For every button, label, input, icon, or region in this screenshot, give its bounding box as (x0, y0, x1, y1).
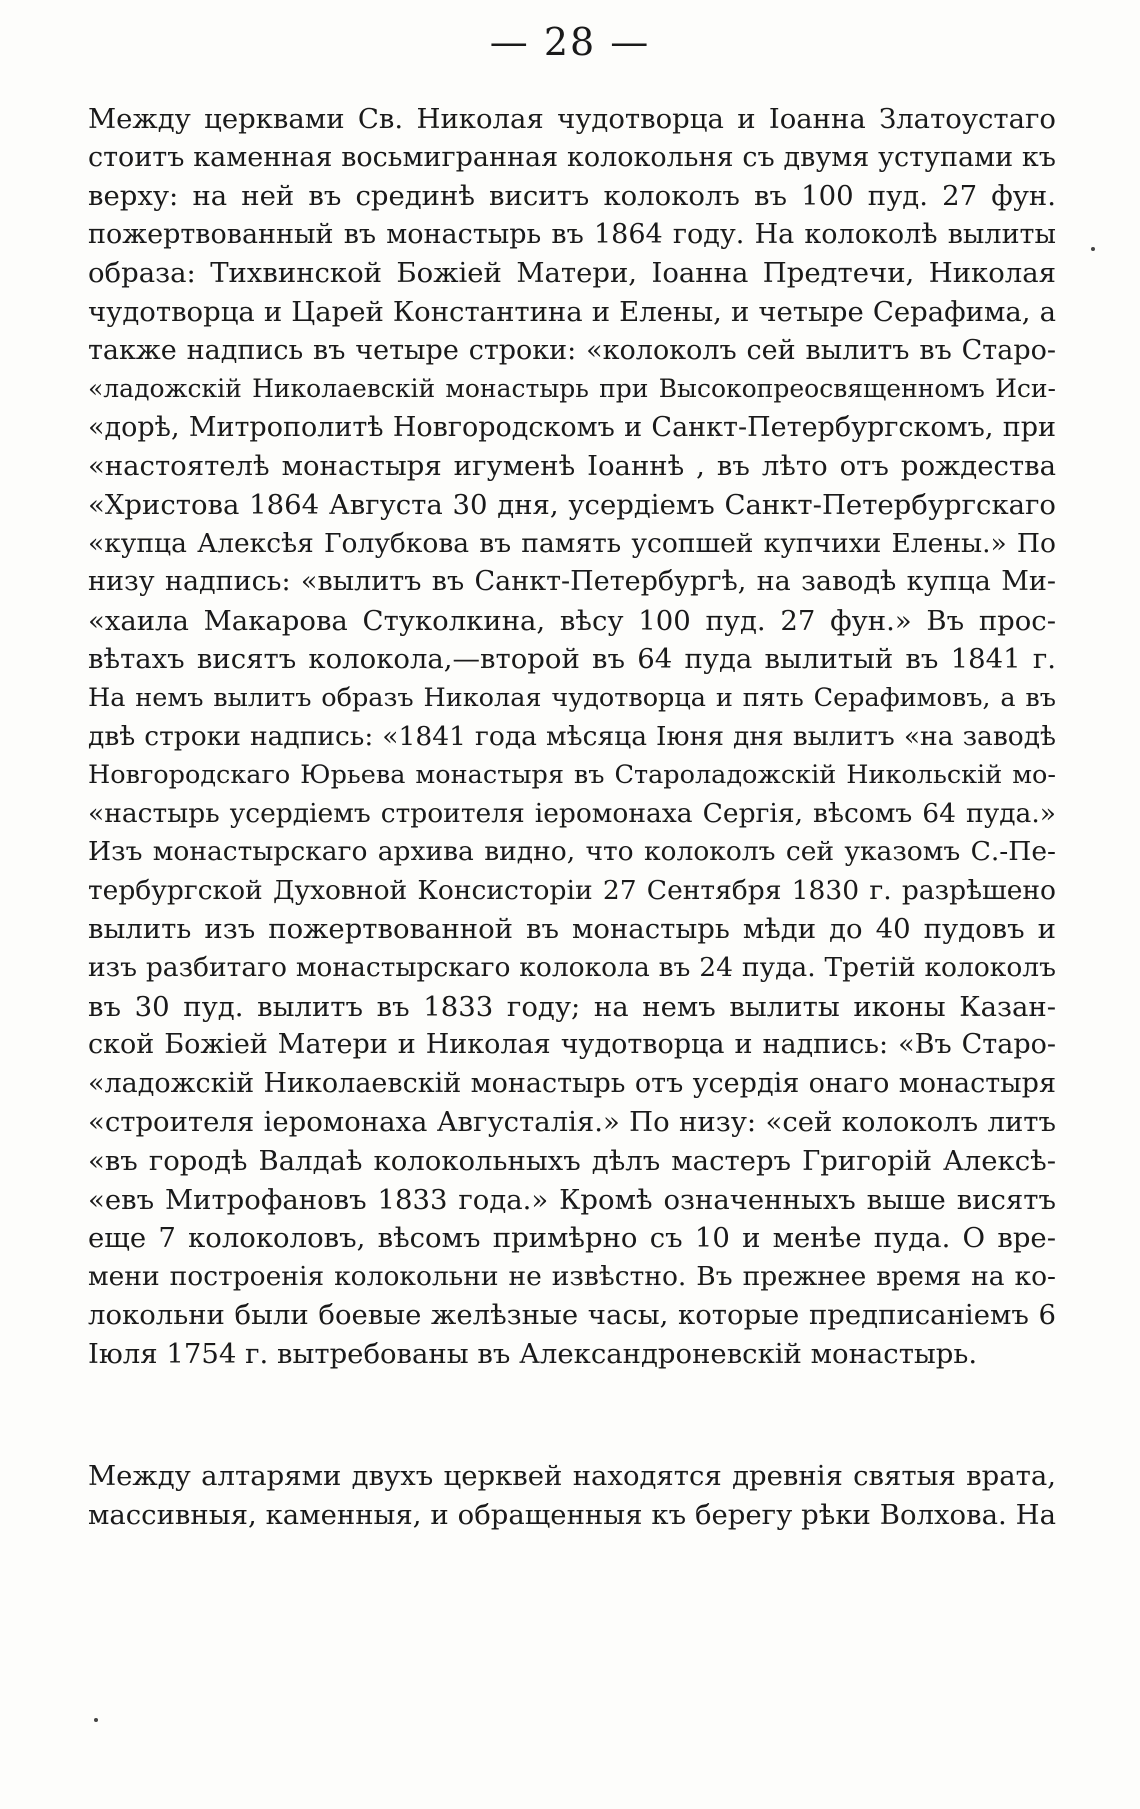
text-line: «настоятелѣ монастыря игуменѣ Іоаннѣ , въ лѣто отъ рождества (88, 450, 1056, 483)
paragraph-bell-tower (88, 100, 1056, 1374)
text-line: низу надпись: «вылитъ въ Санкт-Петербургѣ, на заводѣ купца Ми- (88, 566, 1056, 598)
text-line: пожертвованный въ монастырь въ 1864 году. На колоколѣ вылиты (88, 218, 1056, 250)
print-speck (94, 1718, 98, 1722)
text-line: образа: Тихвинской Божіей Матери, Іоанна Предтечи, Николая (88, 257, 1056, 290)
text-line: «ладожскій Николаевскій монастырь при Высокопреосвященномъ Иси- (88, 374, 1056, 404)
text-line: въ 30 пуд. вылитъ въ 1833 году; на немъ вылиты иконы Казан- (88, 990, 1056, 1023)
text-line: На немъ вылитъ образъ Николая чудотворца и пять Серафимовъ, а въ (88, 682, 1056, 713)
text-line: «ладожскій Николаевскій монастырь отъ усердія онаго монастыря (88, 1067, 1056, 1099)
text-line: «купца Алексѣя Голубкова въ память усопшей купчихи Елены.» По (88, 527, 1056, 559)
print-speck (1091, 247, 1095, 251)
text-line: Между церквами Св. Николая чудотворца и Іоанна Златоустаго (88, 103, 1056, 135)
text-line: Изъ монастырскаго архива видно, что колоколъ сей указомъ С.-Пе- (88, 836, 1056, 868)
text-line: чудотворца и Царей Константина и Елены, и четыре Серафима, а (88, 295, 1056, 328)
text-line: Іюля 1754 г. вытребованы въ Александроневскій монастырь. (88, 1338, 978, 1370)
text-line: также надпись въ четыре строки: «колоколъ сей вылитъ въ Старо- (88, 334, 1056, 366)
text-line: локольни были боевые желѣзные часы, которые предписаніемъ 6 (88, 1299, 1056, 1332)
page-number: — 28 — (489, 20, 651, 64)
text-line: двѣ строки надпись: «1841 года мѣсяца Іюня дня вылитъ «на заводѣ (88, 720, 1056, 752)
text-line: «евъ Митрофановъ 1833 года.» Кромѣ означенныхъ выше висятъ (88, 1183, 1056, 1216)
text-line: «хаила Макарова Стуколкина, вѣсу 100 пуд. 27 фун.» Въ прос- (88, 604, 1056, 637)
text-line: «дорѣ, Митрополитѣ Новгородскомъ и Санкт-Петербургскомъ, при (88, 411, 1056, 443)
text-line: верху: на ней въ срединѣ виситъ колоколъ въ 100 пуд. 27 фун. (88, 180, 1056, 213)
text-line: еще 7 колоколовъ, вѣсомъ примѣрно съ 10 и менѣе пуда. О вре- (88, 1222, 1056, 1255)
text-line: изъ разбитаго монастырскаго колокола въ 24 пуда. Третій колоколъ (88, 952, 1056, 984)
text-line: ской Божіей Матери и Николая чудотворца и надпись: «Въ Старо- (88, 1029, 1056, 1061)
text-line: «строителя іеромонаха Августалія.» По низу: «сей колоколъ литъ (88, 1106, 1056, 1139)
text-line: вѣтахъ висятъ колокола,—второй въ 64 пуда вылитый въ 1841 г. (88, 643, 1056, 676)
text-line: Между алтарями двухъ церквей находятся древнія святыя врата, (88, 1460, 1056, 1492)
text-line: мени построенія колокольни не извѣстно. Въ прежнее время на ко- (88, 1260, 1056, 1292)
text-line: «Христова 1864 Августа 30 дня, усердіемъ Санкт-Петербургскаго (88, 488, 1056, 521)
text-line: массивныя, каменныя, и обращенныя къ берегу рѣки Волхова. На (88, 1498, 1056, 1531)
text-line: «въ городѣ Валдаѣ колокольныхъ дѣлъ мастеръ Григорій Алексѣ- (88, 1145, 1056, 1178)
text-line: стоитъ каменная восьмигранная колокольня съ двумя уступами къ (88, 141, 1056, 173)
text-line: вылить изъ пожертвованной въ монастырь мѣди до 40 пудовъ и (88, 913, 1056, 946)
text-line: тербургской Духовной Консисторіи 27 Сентября 1830 г. разрѣшено (88, 874, 1056, 906)
text-line: «настырь усердіемъ строителя іеромонаха Сергія, вѣсомъ 64 пуда.» (88, 797, 1056, 829)
text-line: Новгородскаго Юрьева монастыря въ Староладожскій Никольскій мо- (88, 760, 1056, 791)
paragraph-holy-gates (88, 1457, 1056, 1534)
